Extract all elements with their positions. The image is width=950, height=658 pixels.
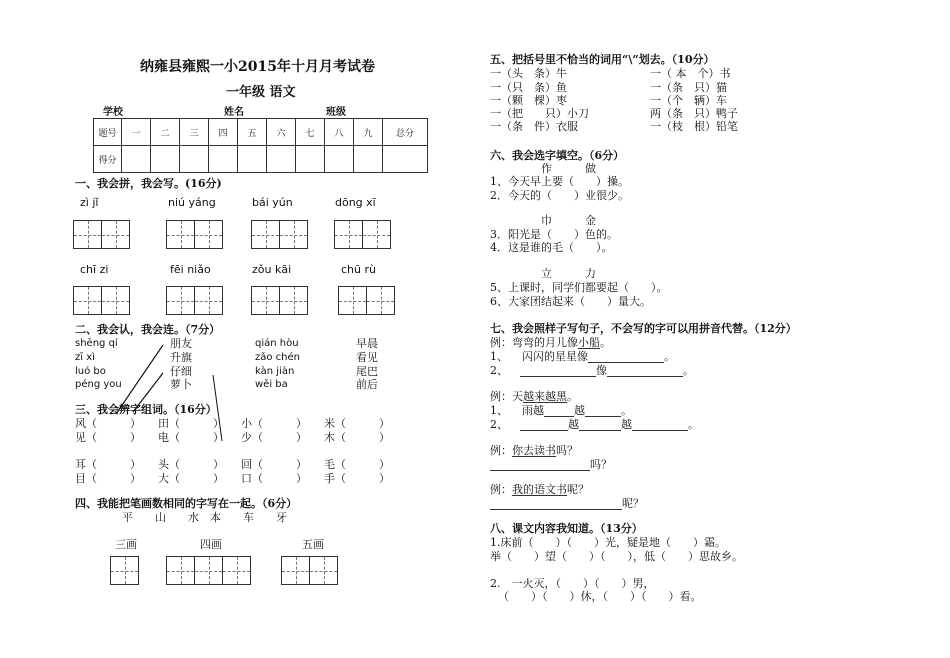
answer-blank[interactable] (588, 351, 664, 363)
group-label: 四画 (200, 538, 222, 551)
example-underline: 你去读书 (512, 444, 556, 457)
pinyin: kàn jiàn (255, 366, 295, 377)
answer-blank[interactable] (520, 365, 596, 377)
word[interactable]: 仔细 (170, 365, 192, 378)
answer-blank[interactable] (607, 365, 683, 377)
answer-blank[interactable] (585, 405, 621, 417)
example-underline: 越来越黑 (523, 390, 567, 403)
poem-line[interactable]: 1.床前（ ）（ ）光，疑是地（ ）霜。 (490, 536, 726, 549)
answer-blank[interactable] (520, 419, 568, 431)
poem-line[interactable]: 2. 一火灭，（ ）（ ）男， (490, 577, 655, 590)
answer-blank[interactable] (632, 419, 688, 431)
sentence-question (490, 419, 699, 431)
answer-blank[interactable] (490, 459, 590, 471)
word-blank[interactable]: 电（ ） (158, 431, 224, 444)
pinyin: niú yáng (168, 196, 216, 209)
answer-blank[interactable] (579, 419, 621, 431)
word-blank[interactable]: 目（ ） (75, 472, 141, 485)
poem-line[interactable]: 举（ ）望（ ）（ ），低（ ）思故乡。 (490, 550, 743, 563)
word-blank[interactable]: 毛（ ） (324, 458, 390, 471)
class-label: 班级 (326, 107, 346, 118)
question-text: 。 (688, 418, 699, 431)
score-cell: 题号 (94, 119, 122, 146)
char-pair: 巾 金 (541, 214, 596, 227)
question-text: 呢？ (622, 497, 644, 510)
sentence-question (490, 351, 675, 363)
pinyin: zì jǐ (80, 196, 99, 209)
writing-grid[interactable] (281, 556, 338, 585)
word[interactable]: 朋友 (170, 337, 192, 350)
word-blank[interactable]: 米（ ） (324, 417, 390, 430)
question-text: 闪闪的星星像 (522, 350, 588, 363)
group-label: 三画 (115, 538, 137, 551)
fill-question[interactable]: 3．阳光是（ ）色的。 (490, 228, 618, 241)
school-label: 学校 (103, 107, 123, 118)
poem-line[interactable]: （ ）（ ）休，（ ）（ ）看。 (498, 590, 702, 603)
measure-item[interactable]: 一（枝 根）铅笔 (650, 120, 738, 133)
fill-question[interactable]: 2．今天的（ ）业很少。 (490, 189, 629, 202)
stroke-chars: 平 山 水 本 车 牙 (122, 511, 287, 524)
score-cell: 一 (122, 119, 151, 146)
char-pair: 立 力 (541, 267, 596, 280)
word-blank[interactable]: 小（ ） (241, 417, 307, 430)
pinyin: luó bo (75, 366, 106, 377)
score-row-label: 得分 (94, 146, 122, 173)
word[interactable]: 萝卜 (170, 378, 192, 391)
example-sentence (490, 337, 611, 349)
word-blank[interactable]: 大（ ） (158, 472, 224, 485)
example-text: 吗？ (556, 444, 578, 457)
pinyin: wěi ba (255, 379, 288, 390)
pinyin: dōng xī (335, 196, 376, 209)
fill-question[interactable]: 1、今天早上要（ ）操。 (490, 175, 629, 188)
word-blank[interactable]: 木（ ） (324, 431, 390, 444)
sentence-question (490, 365, 694, 377)
example-text: 呢？ (567, 483, 589, 496)
pinyin: chī zi (80, 263, 109, 276)
measure-item[interactable]: 两（条 只）鸭子 (650, 107, 738, 120)
question-text: 吗？ (590, 458, 612, 471)
measure-item[interactable]: 一（ 本 个）书 (650, 67, 731, 80)
pinyin: zǒu kāi (252, 263, 292, 276)
word[interactable]: 前后 (356, 378, 378, 391)
question-number: 1、 (490, 350, 508, 363)
score-cell: 七 (296, 119, 325, 146)
pinyin: zī xì (75, 352, 95, 363)
example-text: 例：天 (490, 390, 523, 403)
word[interactable]: 尾巴 (356, 365, 378, 378)
question-text: 像 (596, 364, 607, 377)
example-text: 例： (490, 444, 512, 457)
question-text: 越 (621, 418, 632, 431)
example-text: 例： (490, 483, 512, 496)
measure-item[interactable]: 一（把 只）小刀 (490, 107, 589, 120)
word[interactable]: 升旗 (170, 351, 192, 364)
example-underline: 我的语文书 (512, 483, 567, 496)
writing-grid[interactable] (166, 556, 251, 585)
pinyin: qián hòu (255, 338, 299, 349)
pinyin: shēng qí (75, 338, 118, 349)
sentence-question (490, 459, 612, 471)
question-text: 越 (568, 418, 579, 431)
fill-question[interactable]: 5、上课时，同学们都要起（ ）。 (490, 281, 668, 294)
score-cell: 总分 (383, 119, 428, 146)
section-4-heading: 四、我能把笔画数相同的字写在一起。（6分） (75, 497, 298, 510)
section-6-heading: 六、我会选字填空。（6分） (490, 149, 625, 162)
question-number: 2、 (490, 364, 508, 377)
exam-title: 纳雍县雍熙一小2015年十月月考试卷 (140, 59, 375, 75)
fill-question[interactable]: 6、大家团结起来（ ）量大。 (490, 295, 651, 308)
question-text: 。 (621, 404, 632, 417)
section-8-heading: 八、课文内容我知道。（13分） (490, 522, 643, 535)
pinyin: péng you (75, 379, 122, 390)
fill-question[interactable]: 4．这是谁的毛（ ）。 (490, 241, 613, 254)
question-number: 2、 (490, 418, 508, 431)
measure-item[interactable]: 一（只 条）鱼 (490, 81, 567, 94)
example-sentence (490, 484, 589, 496)
score-cell: 六 (267, 119, 296, 146)
section-3-heading: 三、我会辨字组词。（16分） (75, 403, 217, 416)
word-blank[interactable]: 回（ ） (241, 458, 307, 471)
pinyin: fēi niǎo (170, 263, 211, 276)
sentence-question (490, 498, 644, 510)
pinyin: zǎo chén (255, 352, 300, 363)
answer-blank[interactable] (544, 405, 574, 417)
name-label: 姓名 (224, 107, 244, 118)
word-blank[interactable]: 头（ ） (158, 458, 224, 471)
word[interactable]: 看见 (356, 351, 378, 364)
section-1-heading: 一、我会拼，我会写。(16分) (75, 177, 222, 190)
example-sentence (490, 445, 578, 457)
word-blank[interactable]: 口（ ） (241, 472, 307, 485)
group-label: 五画 (302, 538, 324, 551)
question-number: 1、 (490, 404, 508, 417)
score-cell: 四 (209, 119, 238, 146)
word-blank[interactable]: 田（ ） (158, 417, 224, 430)
score-cell: 三 (180, 119, 209, 146)
sentence-question (490, 405, 632, 417)
score-cell: 五 (238, 119, 267, 146)
pinyin: bái yún (252, 196, 293, 209)
example-text: 例：弯弯的月儿像 (490, 336, 578, 349)
question-text: 。 (683, 364, 694, 377)
example-text: 。 (567, 390, 578, 403)
measure-item[interactable]: 一（颗 棵）枣 (490, 94, 567, 107)
word-blank[interactable]: 手（ ） (324, 472, 390, 485)
word-blank[interactable]: 风（ ） (75, 417, 141, 430)
measure-item[interactable]: 一（头 条）牛 (490, 67, 567, 80)
section-7-heading: 七、我会照样子写句子，不会写的字可以用拼音代替。（12分） (490, 322, 797, 335)
word[interactable]: 早晨 (356, 337, 378, 350)
section-5-heading: 五、把括号里不恰当的词用“\”划去。（10分） (490, 53, 715, 66)
score-cell: 九 (354, 119, 383, 146)
example-text: 。 (600, 336, 611, 349)
measure-item[interactable]: 一（条 件）衣服 (490, 120, 578, 133)
pinyin: chū rù (341, 263, 376, 276)
measure-item[interactable]: 一（个 辆）车 (650, 94, 727, 107)
word-blank[interactable]: 少（ ） (241, 431, 307, 444)
char-pair: 作 做 (541, 162, 596, 175)
question-text: 。 (664, 350, 675, 363)
example-underline: 小船 (578, 336, 600, 349)
word-blank[interactable]: 耳（ ） (75, 458, 141, 471)
score-cell: 二 (151, 119, 180, 146)
score-cell: 八 (325, 119, 354, 146)
word-blank[interactable]: 见（ ） (75, 431, 141, 444)
exam-subtitle: 一年级 语文 (226, 85, 296, 100)
measure-item[interactable]: 一（条 只）猫 (650, 81, 727, 94)
answer-blank[interactable] (490, 498, 622, 510)
example-sentence (490, 391, 578, 403)
question-text: 越 (574, 404, 585, 417)
writing-grid[interactable] (110, 556, 139, 585)
section-2-heading: 二、我会认，我会连。（7分） (75, 323, 221, 336)
question-text: 雨越 (522, 404, 544, 417)
